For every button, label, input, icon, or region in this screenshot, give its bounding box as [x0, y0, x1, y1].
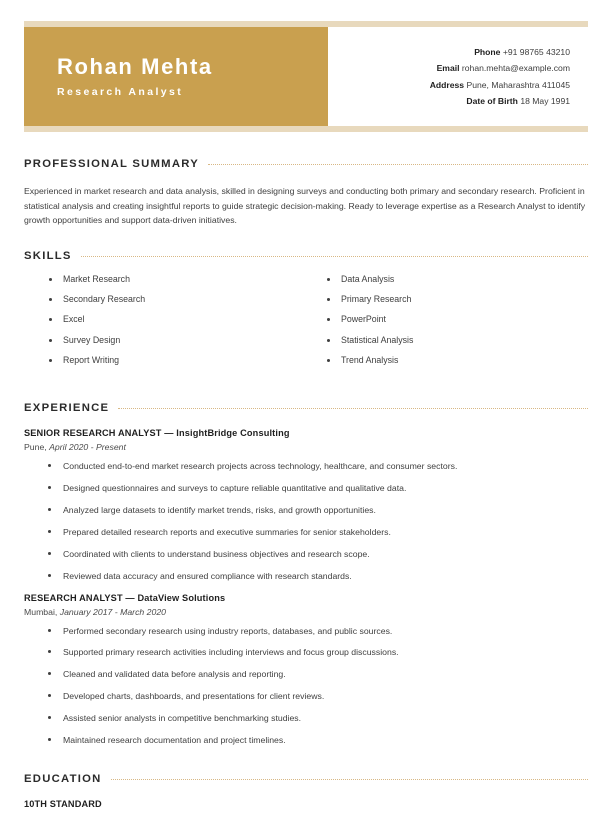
section-education: [24, 773, 588, 809]
skill-item: Primary Research: [324, 295, 588, 304]
skills-grid: [24, 275, 588, 376]
job-bullet: Assisted senior analysts in competitive benchmarking studies.: [24, 713, 588, 724]
candidate-role: Research Analyst: [57, 86, 184, 99]
contact-email-label: Email: [436, 63, 460, 73]
summary-section-head: [24, 158, 588, 170]
education-entry: [24, 799, 588, 809]
education-section-rule: [111, 779, 588, 781]
experience-section-rule: [118, 408, 588, 410]
job-bullet: Cleaned and validated data before analysis and reporting.: [24, 669, 588, 680]
job-dates: January 2017 - March 2020: [59, 606, 166, 617]
job-bullets: [24, 461, 588, 581]
skill-item: Data Analysis: [324, 275, 588, 284]
skills-section-title: SKILLS: [24, 249, 72, 262]
summary-section-rule: [208, 164, 588, 166]
job-bullet: Performed secondary research using industry reports, databases, and public sources.: [24, 626, 588, 637]
header-bottom-band: [24, 126, 588, 132]
contact-address: [430, 77, 570, 94]
education-section-title: EDUCATION: [24, 772, 102, 785]
job-bullet: Designed questionnaires and surveys to capture reliable quantitative and qualitative data.: [24, 483, 588, 494]
contact-address-label: Address: [429, 79, 465, 90]
job-bullets: [24, 626, 588, 746]
resume-header: [24, 21, 588, 132]
experience-entry: [24, 593, 588, 746]
experience-entry: [24, 428, 588, 581]
contact-dob-value: 18 May 1991: [520, 96, 570, 106]
job-bullet: Maintained research documentation and project timelines.: [24, 735, 588, 746]
section-professional-summary: [24, 158, 588, 228]
job-location: Mumbai,: [24, 606, 58, 617]
skill-item: Report Writing: [46, 356, 306, 365]
job-location: Pune,: [24, 442, 47, 453]
header-body: [24, 27, 588, 126]
contact-address-value: Pune, Maharashtra 411045: [466, 79, 570, 90]
skill-item: Trend Analysis: [324, 356, 588, 365]
skill-item: Survey Design: [46, 336, 306, 345]
job-meta: [24, 442, 588, 452]
skills-column-right: [306, 275, 588, 376]
skills-column-left: [24, 275, 306, 376]
job-title: RESEARCH ANALYST — DataView Solutions: [24, 592, 226, 603]
contact-phone-value: +91 98765 43210: [502, 46, 570, 57]
skill-item: Secondary Research: [46, 295, 306, 304]
job-title: SENIOR RESEARCH ANALYST — InsightBridge Consulting: [24, 428, 290, 439]
job-bullet: Conducted end-to-end market research projects across technology, healthcare, and consumer sectors.: [24, 461, 588, 472]
skill-item: Excel: [46, 315, 306, 324]
resume-page: [0, 21, 612, 813]
education-section-head: [24, 773, 588, 785]
skills-section-head: [24, 250, 588, 262]
skills-section-rule: [81, 256, 588, 258]
summary-section-title: PROFESSIONAL SUMMARY: [24, 158, 200, 170]
header-contact-block: [328, 27, 588, 126]
education-entry-title: 10TH STANDARD: [24, 798, 102, 809]
skill-item: Statistical Analysis: [324, 336, 588, 345]
job-dates: April 2020 - Present: [49, 442, 126, 453]
candidate-name: Rohan Mehta: [57, 53, 213, 79]
job-bullet: Reviewed data accuracy and ensured compliance with research standards.: [24, 571, 588, 582]
experience-section-head: [24, 402, 588, 414]
job-meta: [24, 607, 588, 617]
resume-body: [24, 158, 588, 809]
contact-phone-label: Phone: [474, 46, 501, 57]
contact-dob-label: Date of Birth: [466, 96, 518, 106]
job-bullet: Prepared detailed research reports and executive summaries for senior stakeholders.: [24, 527, 588, 538]
contact-email-value: rohan.mehta@example.com: [461, 63, 570, 73]
contact-email: [437, 60, 570, 77]
section-skills: [24, 250, 588, 376]
skill-item: PowerPoint: [324, 315, 588, 324]
summary-text: Experienced in market research and data analysis, skilled in designing surveys and conducting both primary and secondary research. Proficient in statistical analysis and creating insightful reports to guide strategic decision-making. Ready to leverage expertise as a Research Analyst to identify growth opportunities and support data-driven initiatives.: [24, 186, 586, 226]
job-bullet: Analyzed large datasets to identify market trends, risks, and growth opportunities.: [24, 505, 588, 516]
skill-item: Market Research: [46, 275, 306, 284]
job-bullet: Supported primary research activities including interviews and focus group discussions.: [24, 647, 588, 658]
job-bullet: Coordinated with clients to understand business objectives and research scope.: [24, 549, 588, 560]
experience-section-title: EXPERIENCE: [24, 402, 110, 415]
section-experience: [24, 402, 588, 746]
job-bullet: Developed charts, dashboards, and presentations for client reviews.: [24, 691, 588, 702]
contact-phone: [474, 44, 570, 61]
contact-dob: [466, 93, 570, 110]
header-name-block: [24, 27, 328, 126]
